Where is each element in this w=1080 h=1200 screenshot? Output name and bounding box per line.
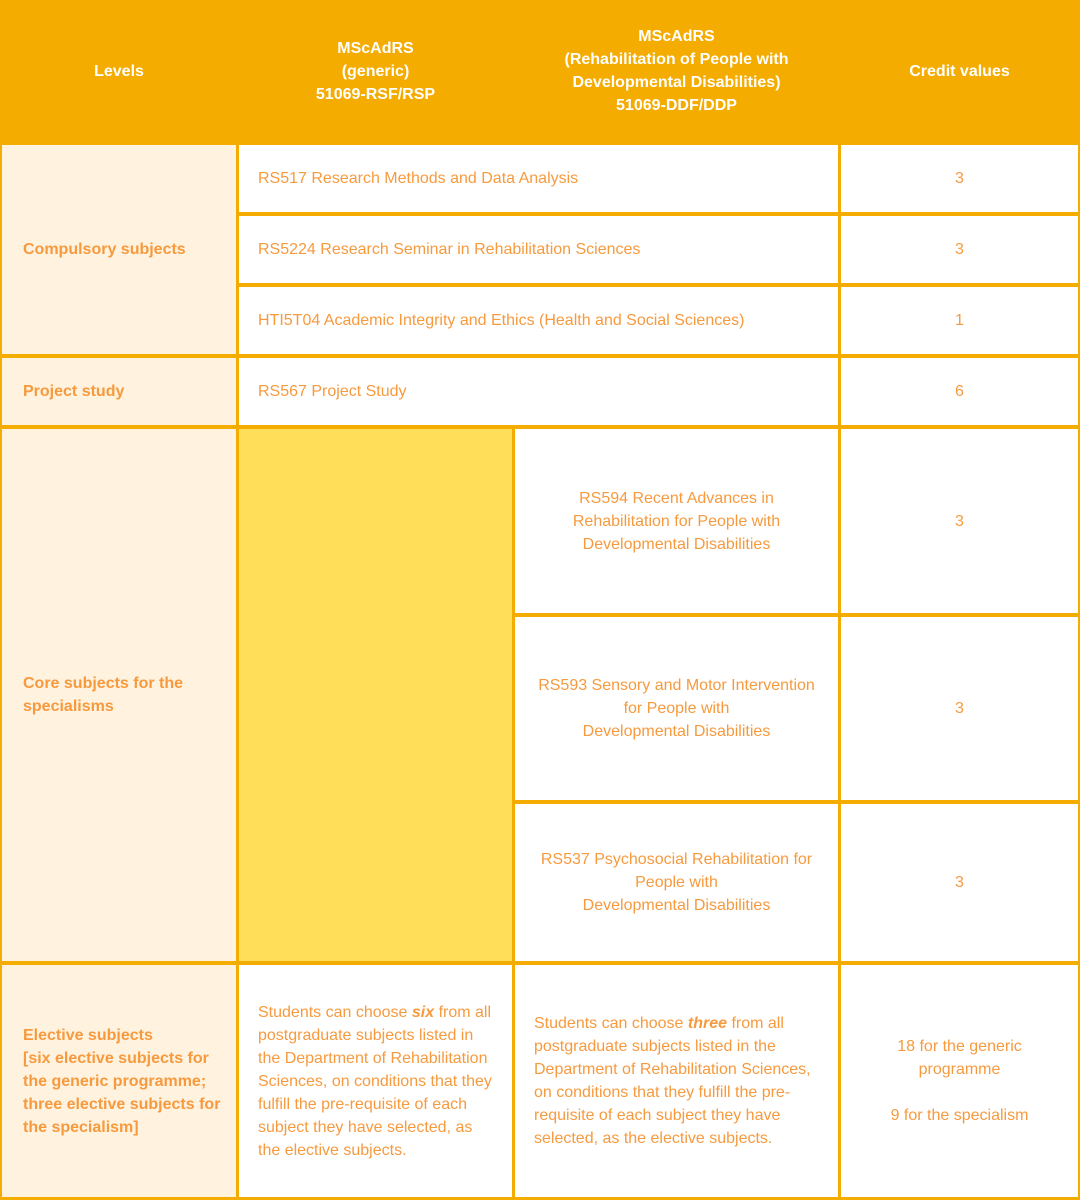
core-credits-1: 3 (841, 429, 1078, 613)
level-core: Core subjects for the specialisms (2, 429, 236, 961)
project-credits: 6 (841, 358, 1078, 425)
header-credits: Credit values (841, 0, 1078, 142)
project-subject: RS567 Project Study (239, 358, 838, 425)
compulsory-credits-3: 1 (841, 287, 1078, 354)
compulsory-credits-1: 3 (841, 145, 1078, 212)
header-specialism: MScAdRS (Rehabilitation of People with Developmental Disabilities) 51069-DDF/DDP (515, 0, 838, 142)
core-credits-3: 3 (841, 804, 1078, 961)
compulsory-subject-3: HTI5T04 Academic Integrity and Ethics (Health and Social Sciences) (239, 287, 838, 354)
header-generic: MScAdRS (generic) 51069-RSF/RSP (239, 0, 512, 142)
compulsory-credits-2: 3 (841, 216, 1078, 283)
level-elective: Elective subjects [six elective subjects for the generic programme; three elective subjects for the specialism] (2, 965, 236, 1197)
level-project: Project study (2, 358, 236, 425)
header-levels: Levels (2, 0, 236, 142)
elective-generic-text: Students can choose six from all postgraduate subjects listed in the Department of Rehabilitation Sciences, on conditions that they fulfill the pre-requisite of each subject they have selected, as the elective subjects. (258, 1003, 492, 1159)
elective-generic-count: six (411, 1003, 435, 1021)
core-subject-3: RS537 Psychosocial Rehabilitation for People with Developmental Disabilities (515, 804, 838, 961)
elective-specialism-text: Students can choose three from all postgraduate subjects listed in the Department of Rehabilitation Sciences, on conditions that they fulfill the pre-requisite of each subject they have selected, as the elective subjects. (534, 1015, 811, 1147)
compulsory-subject-1: RS517 Research Methods and Data Analysis (239, 145, 838, 212)
elective-credits (841, 965, 1078, 1197)
core-credits-2: 3 (841, 617, 1078, 800)
elective-credits-specialism: 9 for the specialism (890, 1107, 1029, 1124)
elective-specialism (515, 965, 838, 1197)
level-compulsory: Compulsory subjects (2, 145, 236, 354)
compulsory-subject-2: RS5224 Research Seminar in Rehabilitation Sciences (239, 216, 838, 283)
core-subject-1: RS594 Recent Advances in Rehabilitation for People with Developmental Disabilities (515, 429, 838, 613)
core-subject-2: RS593 Sensory and Motor Intervention for People with Developmental Disabilities (515, 617, 838, 800)
elective-specialism-count: three (687, 1015, 728, 1032)
core-generic-empty-cell (239, 429, 512, 961)
elective-credits-generic: 18 for the generic programme (897, 1038, 1022, 1078)
elective-generic (239, 965, 512, 1197)
